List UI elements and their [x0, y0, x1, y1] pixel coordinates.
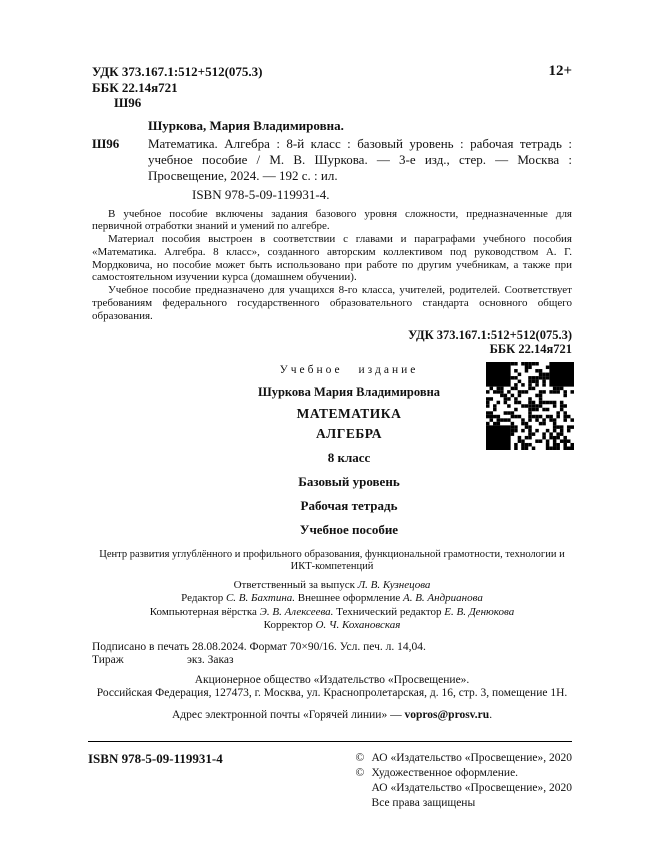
- isbn-footer: ISBN 978-5-09-119931-4: [88, 751, 223, 766]
- credits: [92, 579, 572, 633]
- udk-top: УДК 373.167.1:512+512(075.3): [92, 64, 263, 79]
- annotation-paragraph: Материал пособия выстроен в соответствии с главами и параграфами учебного пособия «Математика. Алгебра. 8 класс», созданного авторским коллективом под руководством А. Г. Мордковича, но пособие может быть использовано при работе по другим учебникам, а также при самостоятельном изучении курса (домашнем обучении).: [92, 233, 572, 284]
- book-title-line1: МАТЕМАТИКА: [296, 405, 402, 421]
- hotline-email-label: Адрес электронной почты «Горячей линии» —: [171, 708, 405, 721]
- hotline-email-suffix: .: [489, 708, 493, 721]
- copyright-line: Все права защищены: [371, 797, 476, 809]
- bib-entry-isbn: ISBN 978-5-09-119931-4.: [192, 186, 330, 202]
- type-line: Учебное пособие: [299, 521, 399, 537]
- bib-entry-description: Математика. Алгебра : 8-й класс : базовый уровень : рабочая тетрадь : учебное пособие / М. В. Шуркова. — 3-е изд., стер. — Москва : Просвещение, 2024. — 192 с. : ил.: [148, 135, 572, 183]
- footer: [88, 741, 572, 811]
- annotation-paragraph: В учебное пособие включены задания базового уровня сложности, предназначенные для первичной отработки знаний и умений по алгебре.: [92, 207, 572, 233]
- credit-line: Корректор О. Ч. Кохановская: [263, 619, 401, 632]
- publisher-address: Российская Федерация, 127473, г. Москва, ул. Краснопролетарская, д. 16, стр. 3, помещение 1Н.: [96, 687, 568, 700]
- copyright-line: © АО «Издательство «Просвещение», 2020: [355, 752, 572, 764]
- credit-line: Редактор С. В. Бахтина. Внешнее оформление А. В. Андрианова: [181, 592, 483, 605]
- bib-entry: [92, 136, 572, 184]
- bib-entry-code: Ш96: [92, 135, 120, 151]
- publisher-name: Акционерное общество «Издательство «Просвещение».: [194, 673, 470, 686]
- copyright-line: АО «Издательство «Просвещение», 2020: [371, 782, 572, 794]
- print-info: [92, 641, 572, 668]
- author-sign-top: Ш96: [114, 95, 142, 110]
- print-line: Подписано в печать 28.08.2024. Формат 70×90/16. Усл. печ. л. 14,04.: [92, 640, 426, 653]
- hotline-email-line: [92, 709, 572, 721]
- hotline-email: vopros@prosv.ru: [404, 708, 490, 721]
- top-row: [92, 64, 572, 111]
- age-rating-badge: 12+: [548, 63, 572, 79]
- annotation-paragraph: Учебное пособие предназначено для учащихся 8-го класса, учителей, родителей. Соответствует требованиям федерального государственного образовательного стандарта основного общего образования.: [92, 284, 572, 322]
- bib-author-heading: Шуркова, Мария Владимировна.: [148, 117, 344, 133]
- edition-author: Шуркова Мария Владимировна: [257, 384, 441, 399]
- level-line: Базовый уровень: [298, 473, 400, 489]
- tirazh-line: Тираж экз. Заказ: [92, 654, 234, 667]
- development-center-note: Центр развития углублённого и профильного образования, функциональной грамотности, технологии и ИКТ-компетенций: [99, 548, 565, 572]
- udk-bottom: УДК 373.167.1:512+512(075.3): [408, 327, 572, 342]
- classification-block-right: [92, 328, 572, 357]
- copyright-block: [356, 751, 572, 811]
- book-title-line2: АЛГЕБРА: [315, 425, 383, 441]
- classification-block: [92, 64, 263, 111]
- bbk-bottom: ББК 22.14я721: [489, 342, 572, 357]
- bbk-top: ББК 22.14я721: [92, 79, 178, 95]
- annotation: [92, 208, 572, 323]
- copyright-line: © Художественное оформление.: [355, 767, 519, 779]
- qr-code-box: [484, 360, 580, 456]
- credit-line: Компьютерная вёрстка Э. В. Алексеева. Технический редактор Е. В. Денюкова: [149, 605, 515, 618]
- credit-line: Ответственный за выпуск Л. В. Кузнецова: [233, 578, 431, 591]
- grade-line: 8 класс: [327, 449, 371, 465]
- edition-kind-label: Учебное издание: [279, 363, 419, 376]
- publisher-block: [92, 674, 572, 701]
- qr-code: [486, 362, 574, 450]
- series-line: Рабочая тетрадь: [300, 497, 398, 513]
